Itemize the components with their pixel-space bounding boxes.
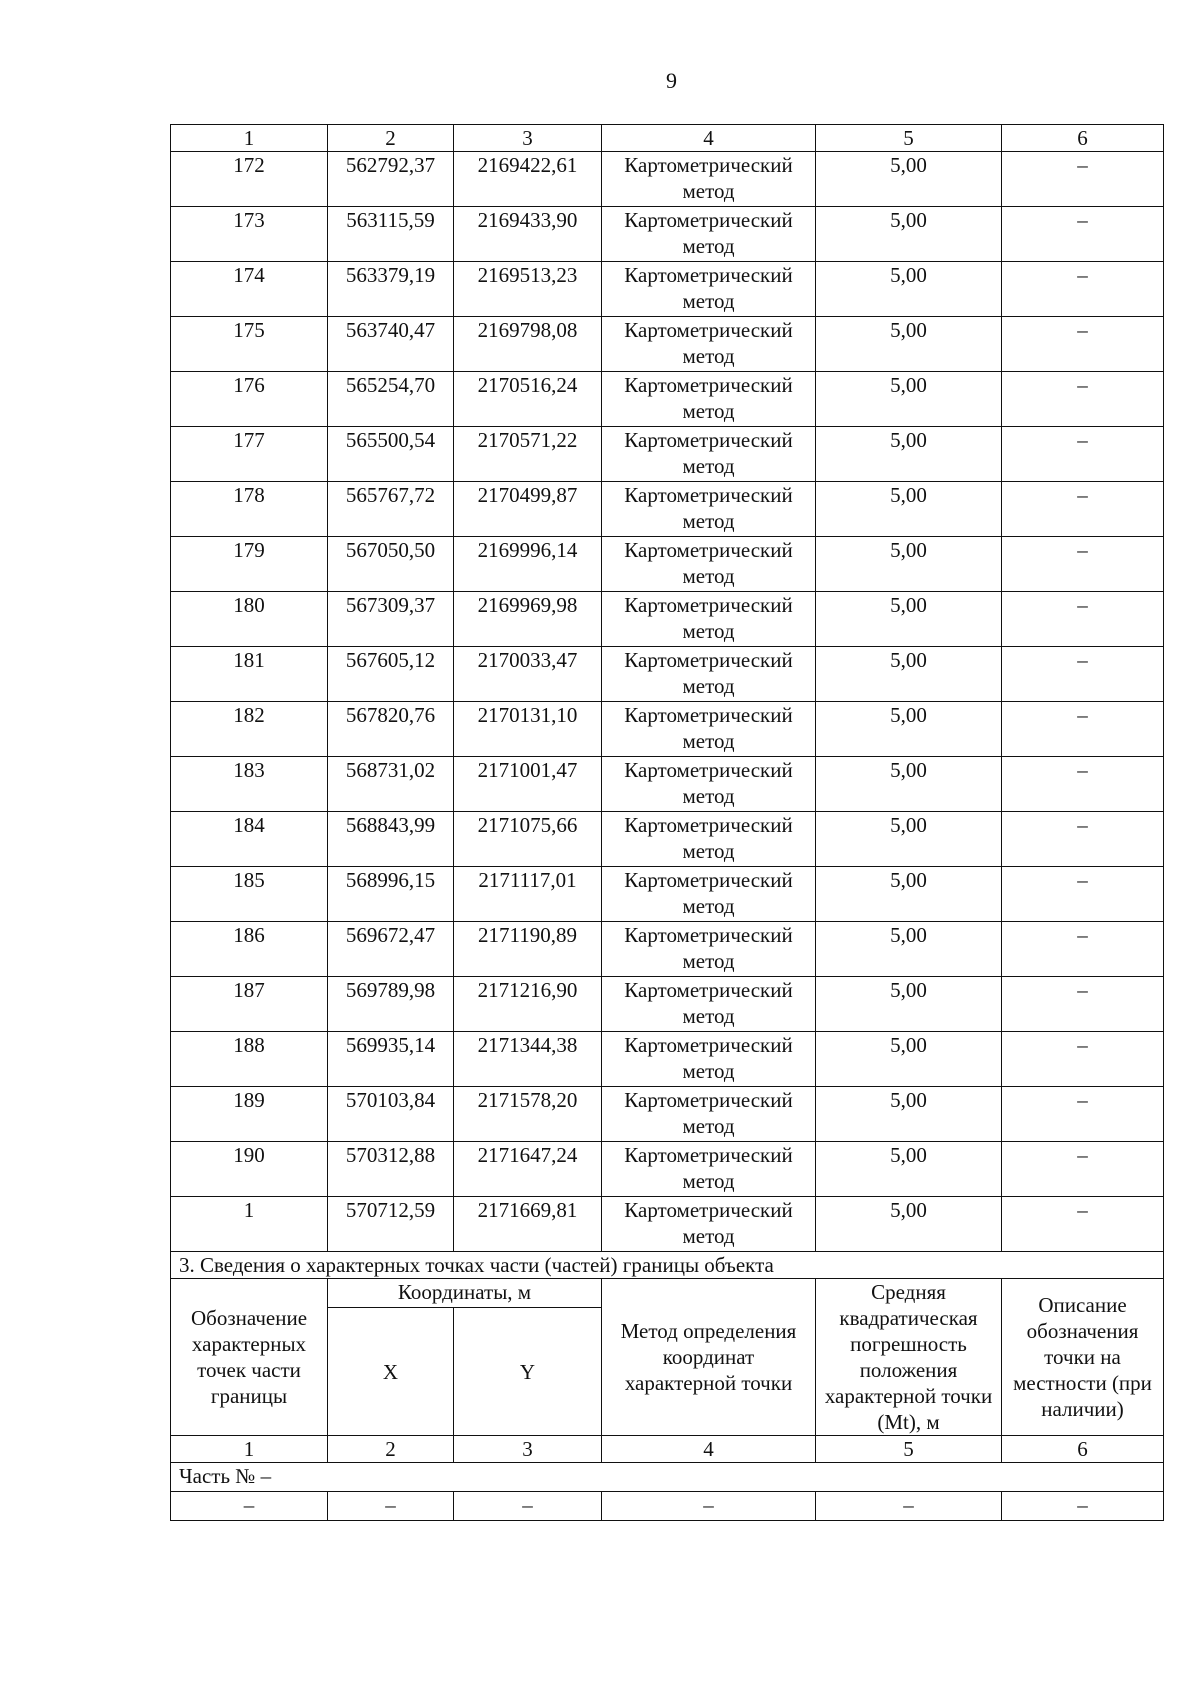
point-number-cell: 190 xyxy=(171,1142,328,1197)
x-coordinate-cell: 563379,19 xyxy=(328,262,454,317)
table-row xyxy=(171,1142,1164,1197)
point-number-cell: 176 xyxy=(171,372,328,427)
table-row xyxy=(171,1087,1164,1142)
method-line-2: метод xyxy=(682,289,735,313)
y-coordinate-cell: 2169513,23 xyxy=(454,262,602,317)
y-coordinate-cell: 2171344,38 xyxy=(454,1032,602,1087)
method-line-2: метод xyxy=(682,784,735,808)
description-cell: – xyxy=(1002,537,1164,592)
col-number: 1 xyxy=(171,1436,328,1463)
method-cell xyxy=(602,1197,816,1252)
x-coordinate-cell: 565500,54 xyxy=(328,427,454,482)
mean-error-cell: 5,00 xyxy=(816,262,1002,317)
y-coordinate-cell: 2170131,10 xyxy=(454,702,602,757)
y-coordinate-cell: 2170499,87 xyxy=(454,482,602,537)
method-line-2: метод xyxy=(682,344,735,368)
header-method: Метод определения координат характерной точки xyxy=(602,1279,816,1436)
x-coordinate-cell: 568996,15 xyxy=(328,867,454,922)
method-cell xyxy=(602,922,816,977)
method-line-1: Картометрический xyxy=(624,318,793,342)
method-cell xyxy=(602,592,816,647)
description-cell: – xyxy=(1002,1197,1164,1252)
mean-error-cell: 5,00 xyxy=(816,427,1002,482)
method-cell xyxy=(602,757,816,812)
table-row xyxy=(171,922,1164,977)
point-number-cell: 173 xyxy=(171,207,328,262)
col-number: 5 xyxy=(816,125,1002,152)
y-coordinate-cell: 2171578,20 xyxy=(454,1087,602,1142)
y-coordinate-cell: 2171117,01 xyxy=(454,867,602,922)
mean-error-cell: 5,00 xyxy=(816,1087,1002,1142)
method-line-2: метод xyxy=(682,619,735,643)
method-cell xyxy=(602,262,816,317)
method-line-2: метод xyxy=(682,1224,735,1248)
mean-error-cell: 5,00 xyxy=(816,647,1002,702)
mean-error-cell: 5,00 xyxy=(816,537,1002,592)
description-cell: – xyxy=(1002,427,1164,482)
description-cell: – xyxy=(1002,1087,1164,1142)
point-number-cell: 180 xyxy=(171,592,328,647)
y-coordinate-cell: 2171647,24 xyxy=(454,1142,602,1197)
col-number: 3 xyxy=(454,1436,602,1463)
method-line-2: метод xyxy=(682,1114,735,1138)
method-cell xyxy=(602,812,816,867)
col-number: 2 xyxy=(328,125,454,152)
y-coordinate-cell: 2169996,14 xyxy=(454,537,602,592)
method-line-1: Картометрический xyxy=(624,758,793,782)
x-coordinate-cell: 562792,37 xyxy=(328,152,454,207)
point-number-cell: 181 xyxy=(171,647,328,702)
table-row xyxy=(171,317,1164,372)
method-line-2: метод xyxy=(682,179,735,203)
col-number: 1 xyxy=(171,125,328,152)
method-line-1: Картометрический xyxy=(624,373,793,397)
description-cell: – xyxy=(1002,757,1164,812)
table-row xyxy=(171,592,1164,647)
table-row xyxy=(171,537,1164,592)
table-row xyxy=(171,647,1164,702)
description-cell: – xyxy=(1002,702,1164,757)
method-line-1: Картометрический xyxy=(624,648,793,672)
x-coordinate-cell: 570712,59 xyxy=(328,1197,454,1252)
point-number-cell: 177 xyxy=(171,427,328,482)
method-cell xyxy=(602,207,816,262)
table-row xyxy=(171,372,1164,427)
mean-error-cell: 5,00 xyxy=(816,757,1002,812)
section-3-title-row xyxy=(171,1252,1164,1279)
method-line-2: метод xyxy=(682,949,735,973)
page-number: 9 xyxy=(666,68,677,93)
description-cell: – xyxy=(1002,1032,1164,1087)
method-line-1: Картометрический xyxy=(624,1088,793,1112)
method-line-2: метод xyxy=(682,509,735,533)
method-line-2: метод xyxy=(682,564,735,588)
col-number: 2 xyxy=(328,1436,454,1463)
x-coordinate-cell: 569935,14 xyxy=(328,1032,454,1087)
method-line-2: метод xyxy=(682,729,735,753)
point-number-cell: 188 xyxy=(171,1032,328,1087)
col-number: 4 xyxy=(602,1436,816,1463)
header-designation: Обозначение характерных точек части границы xyxy=(171,1279,328,1436)
method-line-1: Картометрический xyxy=(624,703,793,727)
dash-cell: – xyxy=(816,1492,1002,1521)
method-cell xyxy=(602,372,816,427)
method-line-2: метод xyxy=(682,839,735,863)
x-coordinate-cell: 563740,47 xyxy=(328,317,454,372)
dash-cell: – xyxy=(602,1492,816,1521)
method-line-1: Картометрический xyxy=(624,1143,793,1167)
mean-error-cell: 5,00 xyxy=(816,1142,1002,1197)
method-line-1: Картометрический xyxy=(624,978,793,1002)
mean-error-cell: 5,00 xyxy=(816,867,1002,922)
x-coordinate-cell: 567050,50 xyxy=(328,537,454,592)
header-x: X xyxy=(328,1308,454,1436)
table-row xyxy=(171,427,1164,482)
method-line-1: Картометрический xyxy=(624,1198,793,1222)
method-cell xyxy=(602,1142,816,1197)
boundary-points-table xyxy=(170,124,1164,1521)
method-line-2: метод xyxy=(682,674,735,698)
y-coordinate-cell: 2170516,24 xyxy=(454,372,602,427)
description-cell: – xyxy=(1002,592,1164,647)
method-line-2: метод xyxy=(682,454,735,478)
method-line-2: метод xyxy=(682,234,735,258)
point-number-cell: 179 xyxy=(171,537,328,592)
point-number-cell: 184 xyxy=(171,812,328,867)
mean-error-cell: 5,00 xyxy=(816,592,1002,647)
method-line-2: метод xyxy=(682,1059,735,1083)
description-cell: – xyxy=(1002,207,1164,262)
header-description: Описание обозначения точки на местности (при наличии) xyxy=(1002,1279,1164,1436)
empty-part-row xyxy=(171,1492,1164,1521)
method-line-2: метод xyxy=(682,399,735,423)
x-coordinate-cell: 570103,84 xyxy=(328,1087,454,1142)
part-label-row xyxy=(171,1463,1164,1492)
method-line-1: Картометрический xyxy=(624,483,793,507)
method-cell xyxy=(602,702,816,757)
method-line-1: Картометрический xyxy=(624,813,793,837)
y-coordinate-cell: 2169422,61 xyxy=(454,152,602,207)
header-mean-error: Средняя квадратическая погрешность положения характерной точки (Mt), м xyxy=(816,1279,1002,1436)
method-line-2: метод xyxy=(682,894,735,918)
mean-error-cell: 5,00 xyxy=(816,152,1002,207)
description-cell: – xyxy=(1002,812,1164,867)
mean-error-cell: 5,00 xyxy=(816,372,1002,427)
table-row xyxy=(171,867,1164,922)
method-cell xyxy=(602,1032,816,1087)
x-coordinate-cell: 570312,88 xyxy=(328,1142,454,1197)
point-number-cell: 182 xyxy=(171,702,328,757)
dash-cell: – xyxy=(1002,1492,1164,1521)
table-row xyxy=(171,262,1164,317)
method-cell xyxy=(602,977,816,1032)
method-line-1: Картометрический xyxy=(624,153,793,177)
method-line-2: метод xyxy=(682,1169,735,1193)
y-coordinate-cell: 2169798,08 xyxy=(454,317,602,372)
mean-error-cell: 5,00 xyxy=(816,1197,1002,1252)
section-3-title: 3. Сведения о характерных точках части (частей) границы объекта xyxy=(171,1252,1164,1279)
point-number-cell: 174 xyxy=(171,262,328,317)
y-coordinate-cell: 2170033,47 xyxy=(454,647,602,702)
method-cell xyxy=(602,152,816,207)
col-number: 4 xyxy=(602,125,816,152)
description-cell: – xyxy=(1002,262,1164,317)
dash-cell: – xyxy=(454,1492,602,1521)
mean-error-cell: 5,00 xyxy=(816,207,1002,262)
point-number-cell: 185 xyxy=(171,867,328,922)
mean-error-cell: 5,00 xyxy=(816,1032,1002,1087)
description-cell: – xyxy=(1002,977,1164,1032)
section-3-column-number-row xyxy=(171,1436,1164,1463)
y-coordinate-cell: 2171216,90 xyxy=(454,977,602,1032)
method-line-1: Картометрический xyxy=(624,923,793,947)
table-row xyxy=(171,1032,1164,1087)
point-number-cell: 175 xyxy=(171,317,328,372)
x-coordinate-cell: 567309,37 xyxy=(328,592,454,647)
mean-error-cell: 5,00 xyxy=(816,922,1002,977)
method-cell xyxy=(602,537,816,592)
description-cell: – xyxy=(1002,647,1164,702)
method-cell xyxy=(602,317,816,372)
dash-cell: – xyxy=(328,1492,454,1521)
point-number-cell: 186 xyxy=(171,922,328,977)
col-number: 3 xyxy=(454,125,602,152)
x-coordinate-cell: 567820,76 xyxy=(328,702,454,757)
table-row xyxy=(171,152,1164,207)
point-number-cell: 187 xyxy=(171,977,328,1032)
method-line-1: Картометрический xyxy=(624,1033,793,1057)
point-number-cell: 172 xyxy=(171,152,328,207)
point-number-cell: 189 xyxy=(171,1087,328,1142)
table-row xyxy=(171,702,1164,757)
y-coordinate-cell: 2170571,22 xyxy=(454,427,602,482)
method-cell xyxy=(602,867,816,922)
x-coordinate-cell: 563115,59 xyxy=(328,207,454,262)
col-number: 5 xyxy=(816,1436,1002,1463)
method-line-1: Картометрический xyxy=(624,868,793,892)
table-row xyxy=(171,977,1164,1032)
description-cell: – xyxy=(1002,867,1164,922)
x-coordinate-cell: 568843,99 xyxy=(328,812,454,867)
x-coordinate-cell: 567605,12 xyxy=(328,647,454,702)
table-row xyxy=(171,482,1164,537)
col-number: 6 xyxy=(1002,125,1164,152)
y-coordinate-cell: 2171075,66 xyxy=(454,812,602,867)
method-cell xyxy=(602,647,816,702)
mean-error-cell: 5,00 xyxy=(816,702,1002,757)
table-row xyxy=(171,1197,1164,1252)
y-coordinate-cell: 2169969,98 xyxy=(454,592,602,647)
table-row xyxy=(171,757,1164,812)
method-line-1: Картометрический xyxy=(624,593,793,617)
description-cell: – xyxy=(1002,482,1164,537)
part-label: Часть № – xyxy=(171,1463,1164,1492)
method-line-1: Картометрический xyxy=(624,428,793,452)
mean-error-cell: 5,00 xyxy=(816,482,1002,537)
section-3-header-row xyxy=(171,1279,1164,1308)
point-number-cell: 178 xyxy=(171,482,328,537)
description-cell: – xyxy=(1002,372,1164,427)
y-coordinate-cell: 2171669,81 xyxy=(454,1197,602,1252)
method-line-1: Картометрический xyxy=(624,208,793,232)
method-cell xyxy=(602,482,816,537)
y-coordinate-cell: 2171190,89 xyxy=(454,922,602,977)
mean-error-cell: 5,00 xyxy=(816,812,1002,867)
x-coordinate-cell: 565254,70 xyxy=(328,372,454,427)
y-coordinate-cell: 2169433,90 xyxy=(454,207,602,262)
table-row xyxy=(171,207,1164,262)
x-coordinate-cell: 568731,02 xyxy=(328,757,454,812)
method-cell xyxy=(602,427,816,482)
col-number: 6 xyxy=(1002,1436,1164,1463)
point-number-cell: 183 xyxy=(171,757,328,812)
point-number-cell: 1 xyxy=(171,1197,328,1252)
method-cell xyxy=(602,1087,816,1142)
x-coordinate-cell: 569672,47 xyxy=(328,922,454,977)
method-line-1: Картометрический xyxy=(624,263,793,287)
x-coordinate-cell: 565767,72 xyxy=(328,482,454,537)
dash-cell: – xyxy=(171,1492,328,1521)
method-line-1: Картометрический xyxy=(624,538,793,562)
description-cell: – xyxy=(1002,1142,1164,1197)
mean-error-cell: 5,00 xyxy=(816,977,1002,1032)
header-coordinates: Координаты, м xyxy=(328,1279,602,1308)
table-row xyxy=(171,812,1164,867)
description-cell: – xyxy=(1002,152,1164,207)
mean-error-cell: 5,00 xyxy=(816,317,1002,372)
y-coordinate-cell: 2171001,47 xyxy=(454,757,602,812)
header-y: Y xyxy=(454,1308,602,1436)
description-cell: – xyxy=(1002,922,1164,977)
column-number-row xyxy=(171,125,1164,152)
method-line-2: метод xyxy=(682,1004,735,1028)
description-cell: – xyxy=(1002,317,1164,372)
x-coordinate-cell: 569789,98 xyxy=(328,977,454,1032)
